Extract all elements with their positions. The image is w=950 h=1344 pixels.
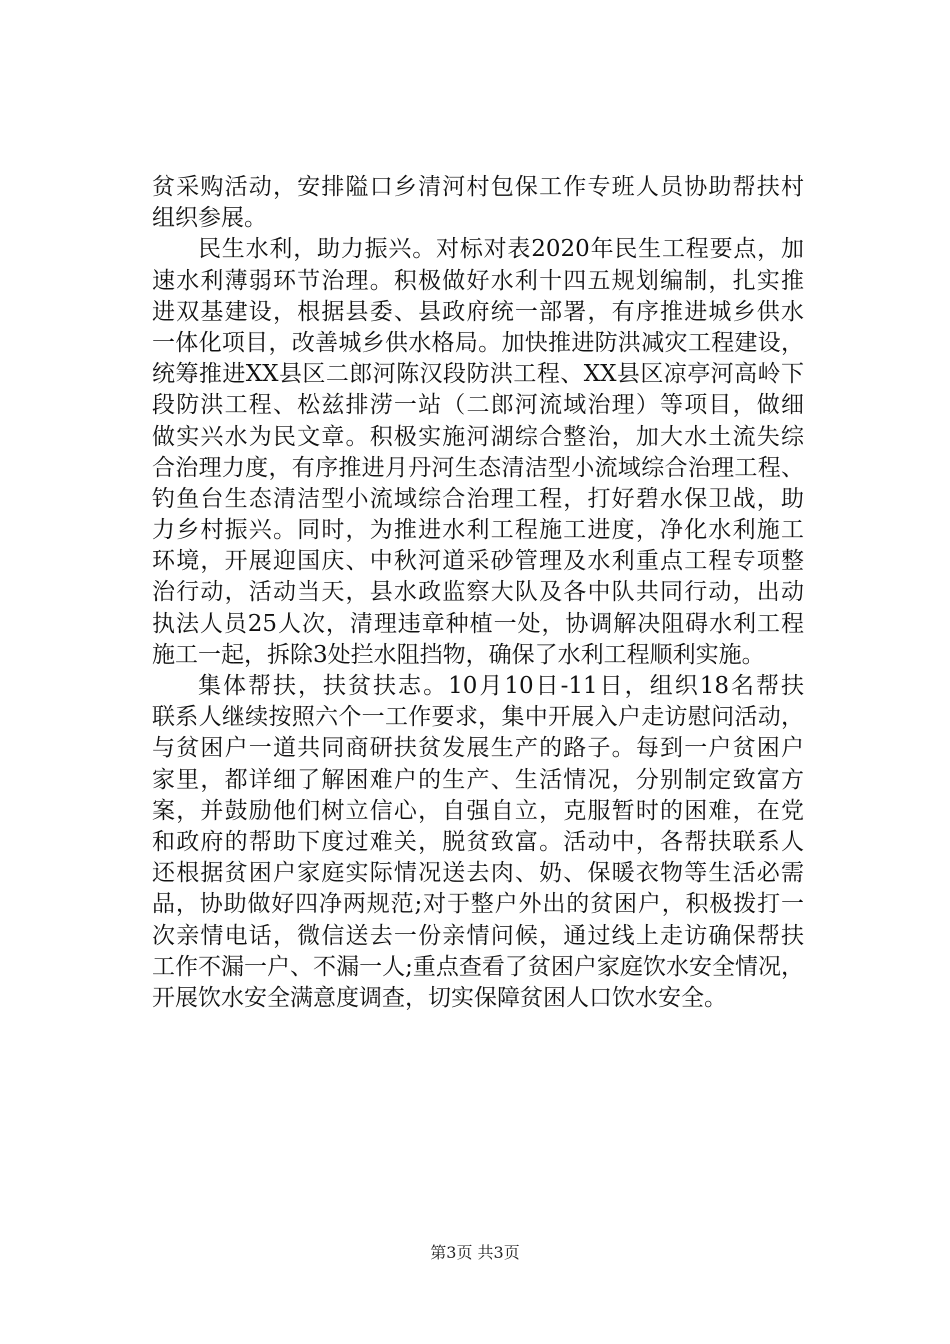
text-line: 施工一起，拆除3处拦水阻挡物，确保了水利工程顺利实施。: [152, 641, 765, 668]
text-line: 力乡村振兴。同时，为推进水利工程施工进度，净化水利施工: [152, 517, 804, 544]
text-line: 联系人继续按照六个一工作要求，集中开展入户走访慰问活动，: [152, 704, 804, 731]
text-line: 速水利薄弱环节治理。积极做好水利十四五规划编制，扎实推: [152, 267, 804, 294]
text-line: 一体化项目，改善城乡供水格局。加快推进防洪减灾工程建设，: [152, 329, 804, 356]
text-line: 开展饮水安全满意度调查，切实保障贫困人口饮水安全。: [152, 984, 727, 1011]
document-body: [152, 172, 804, 1014]
text-line: 合治理力度，有序推进月丹河生态清洁型小流域综合治理工程、: [152, 454, 804, 481]
text-line: 与贫困户一道共同商研扶贫发展生产的路子。每到一户贫困户: [152, 735, 804, 762]
text-line: 和政府的帮助下度过难关，脱贫致富。活动中，各帮扶联系人: [152, 828, 804, 855]
paragraph: [152, 234, 804, 671]
text-line: 民生水利，助力振兴。对标对表2020年民生工程要点，加: [198, 236, 804, 263]
text-line: 治行动，活动当天，县水政监察大队及各中队共同行动，出动: [152, 579, 804, 606]
text-line: 钓鱼台生态清洁型小流域综合治理工程，打好碧水保卫战，助: [152, 485, 804, 512]
text-line: 段防洪工程、松兹排涝一站（二郎河流域治理）等项目，做细: [152, 392, 804, 419]
page-number-footer: 第3页 共3页: [430, 1243, 520, 1262]
text-line: 工作不漏一户、不漏一人;重点查看了贫困户家庭饮水安全情况，: [152, 953, 804, 980]
text-line: 贫采购活动，安排隘口乡清河村包保工作专班人员协助帮扶村: [152, 174, 804, 200]
text-line: 执法人员25人次，清理违章种植一处，协调解决阻碍水利工程: [152, 610, 804, 637]
text-line: 集体帮扶，扶贫扶志。10月10日-11日，组织18名帮扶: [198, 673, 804, 699]
text-line: 品，协助做好四净两规范;对于整户外出的贫困户，积极拨打一: [152, 891, 804, 918]
text-line: 还根据贫困户家庭实际情况送去肉、奶、保暖衣物等生活必需: [152, 860, 804, 887]
paragraph: [152, 172, 804, 234]
text-line: 组织参展。: [152, 205, 267, 232]
text-line: 环境，开展迎国庆、中秋河道采砂管理及水利重点工程专项整: [152, 548, 804, 575]
text-line: 做实兴水为民文章。积极实施河湖综合整治，加大水土流失综: [152, 423, 804, 450]
text-line: 家里，都详细了解困难户的生产、生活情况，分别制定致富方: [152, 766, 804, 793]
text-line: 案，并鼓励他们树立信心，自强自立，克服暂时的困难，在党: [152, 797, 804, 824]
text-line: 统筹推进XX县区二郎河陈汉段防洪工程、XX县区凉亭河高岭下: [152, 361, 804, 388]
text-line: 次亲情电话，微信送去一份亲情问候，通过线上走访确保帮扶: [152, 922, 804, 949]
paragraph: [152, 671, 804, 1014]
text-line: 进双基建设，根据县委、县政府统一部署，有序推进城乡供水: [152, 298, 804, 325]
